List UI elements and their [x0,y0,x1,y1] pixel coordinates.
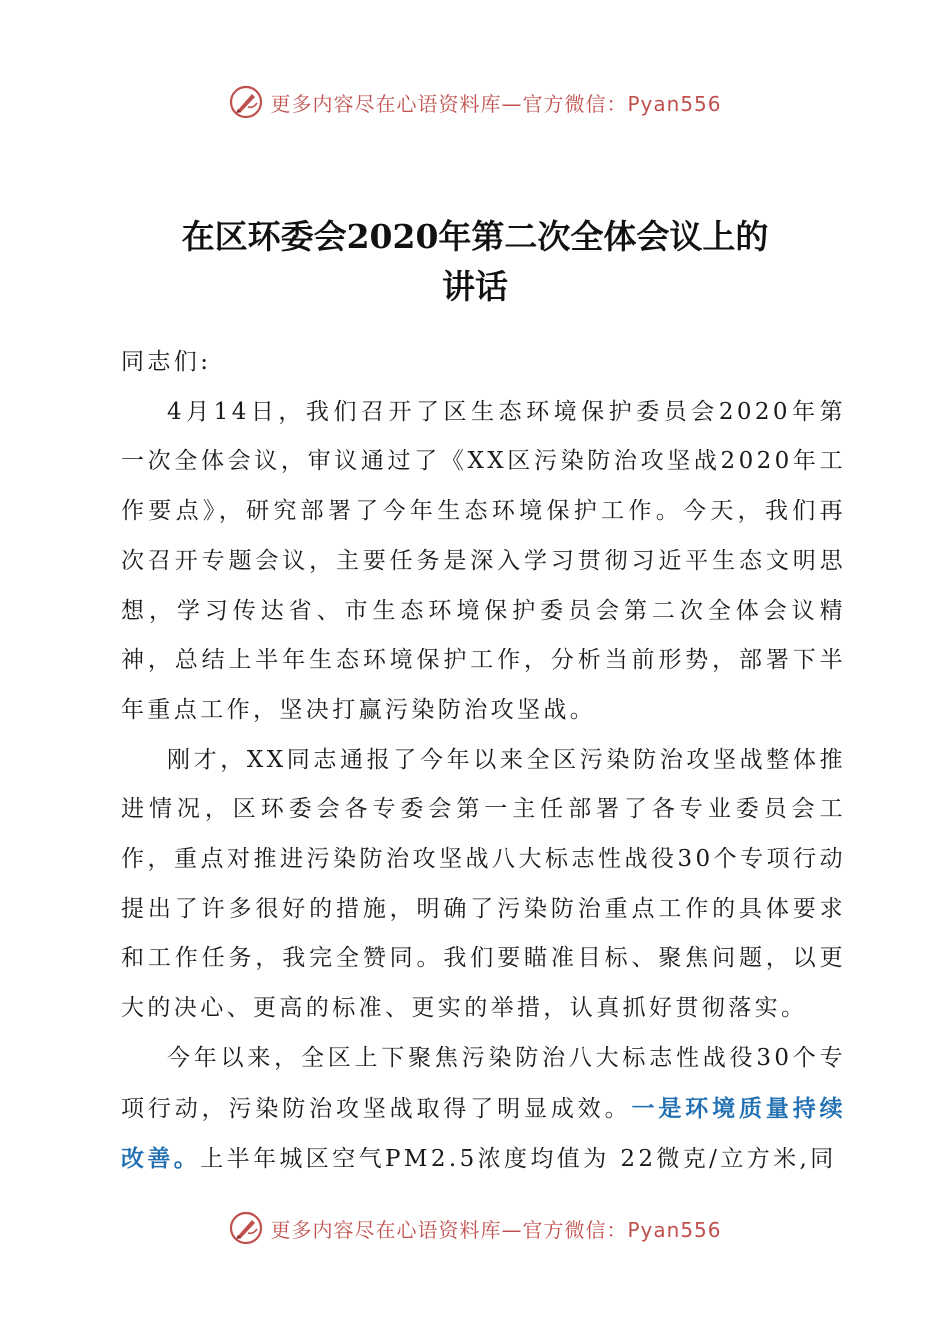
paragraph-3 [121,1034,846,1185]
footer-banner-text: 更多内容尽在心语资料库—官方微信： [270,1217,628,1242]
banner-text: 更多内容尽在心语资料库—官方微信： [270,91,628,116]
title-line-2: 讲话 [442,267,508,306]
title-line-1: 在区环委会2020年第二次全体会议上的 [181,217,769,256]
footer-wechat-id: Pyan556 [627,1217,722,1242]
document-title [0,212,950,312]
paragraph-3-intro: 今年以来，全区上下聚焦污染防治八大标志性战役30个专项行动，污染防治攻坚战取得了明显成效。 [121,1044,846,1122]
pen-logo-icon [228,84,264,120]
header-banner [0,82,950,122]
pen-logo-icon [228,1210,264,1246]
greeting: 同志们: [121,349,212,375]
paragraph-1: 4月14日，我们召开了区生态环境保护委员会2020年第一次全体会议，审议通过了《XX区污染防治攻坚战2020年工作要点》，研究部署了今年生态环境保护工作。今天，我们再次召开专题会议，主要任务是深入学习贯彻习近平生态文明思想，学习传达省、市生态环境保护委员会第二次全体会议精神，总结上半年生态环境保护工作，分析当前形势，部署下半年重点工作，坚决打赢污染防治攻坚战。 [121,398,846,723]
footer-banner [0,1208,950,1248]
banner-wechat-id: Pyan556 [627,91,722,116]
document-body [121,338,846,1185]
paragraph-2: 刚才，XX同志通报了今年以来全区污染防治攻坚战整体推进情况，区环委会各专委会第一主任部署了各专业委员会工作，重点对推进污染防治攻坚战八大标志性战役30个专项行动提出了许多很好的措施，明确了污染防治重点工作的具体要求和工作任务，我完全赞同。我们要瞄准目标、聚焦问题，以更大的决心、更高的标准、更实的举措，认真抓好贯彻落实。 [121,746,846,1022]
highlight-heading: 一是环境质量持续改善。 [121,1094,846,1173]
paragraph-3-continued: 上半年城区空气PM2.5浓度均值为 22微克/立方米,同 [200,1146,837,1173]
